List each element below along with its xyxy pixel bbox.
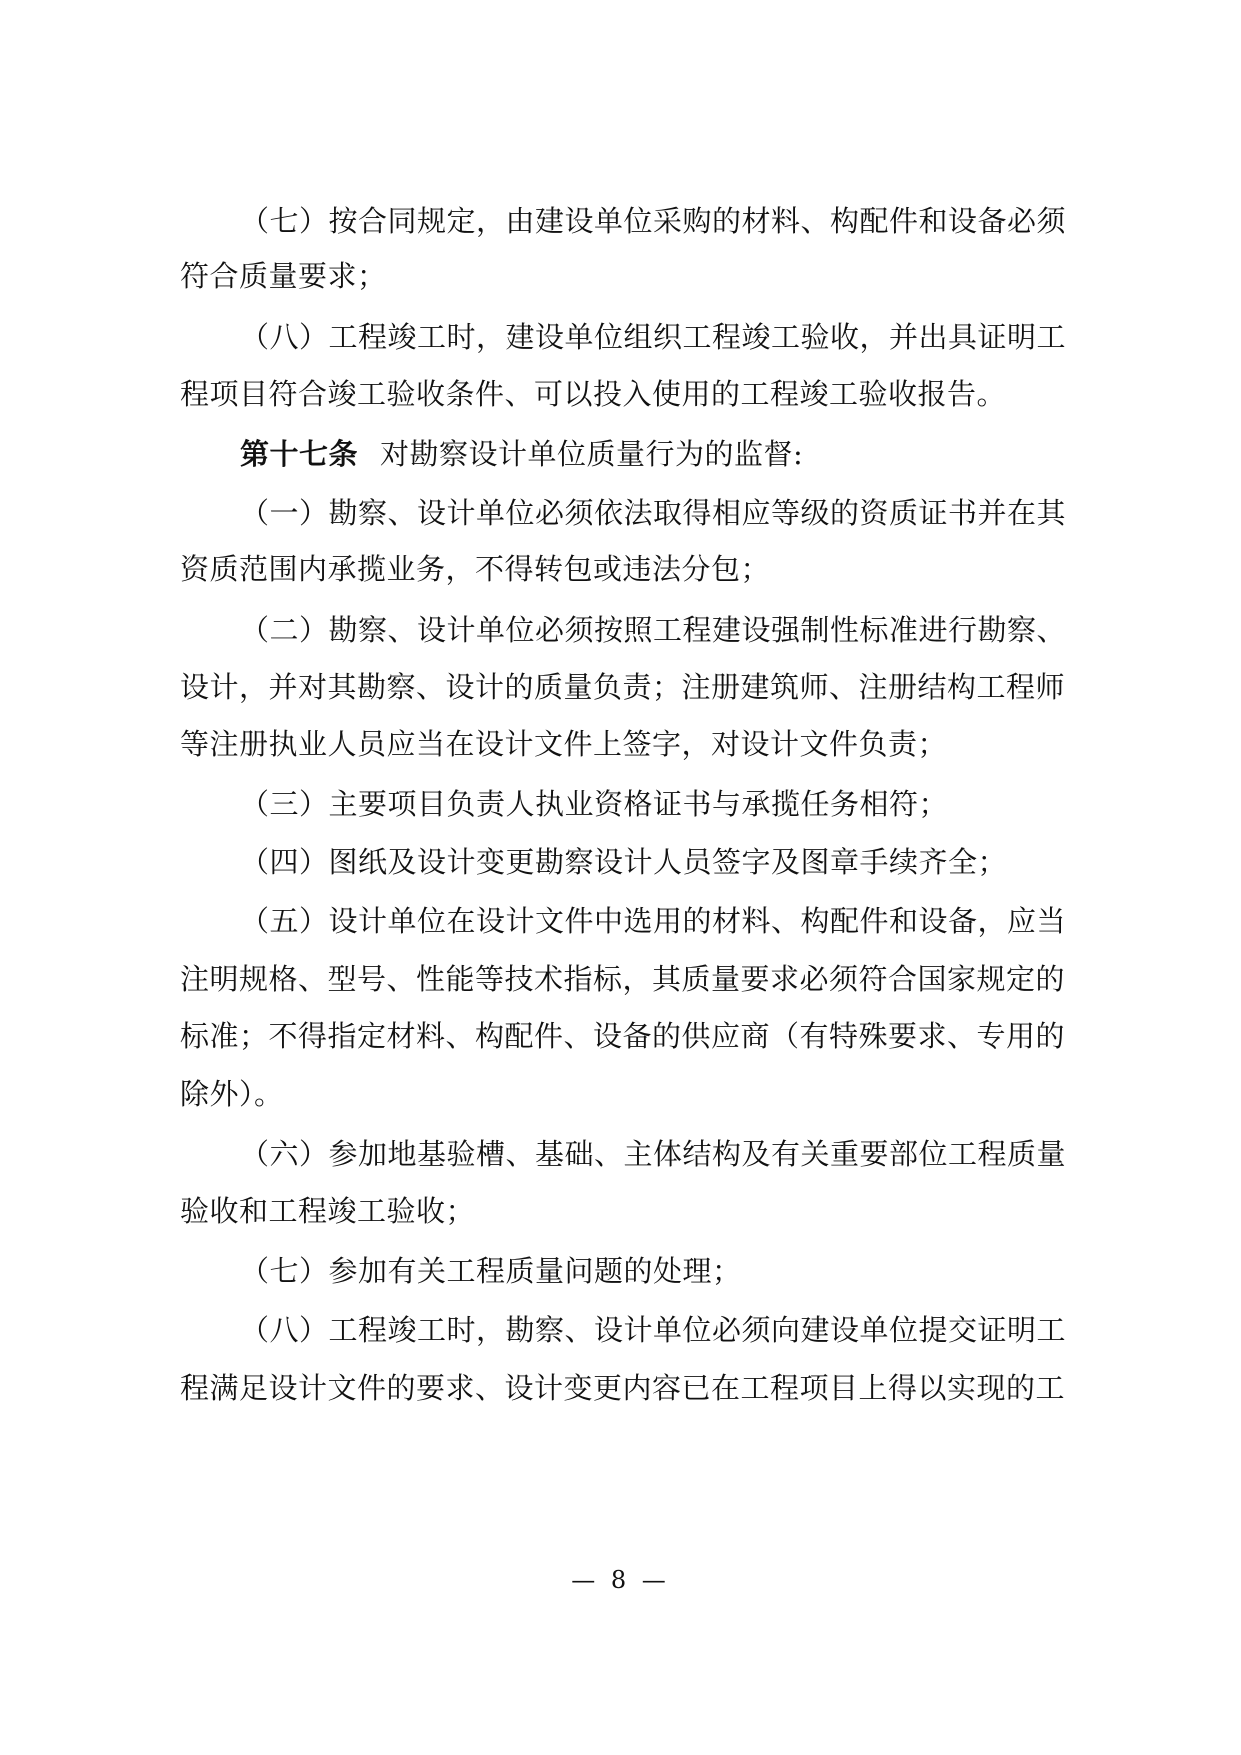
paragraph-line: 注明规格、型号、性能等技术指标，其质量要求必须符合国家规定的 xyxy=(180,962,1066,996)
article-heading-line xyxy=(240,430,1064,478)
paragraph-line: （七）参加有关工程质量问题的处理； xyxy=(240,1254,742,1288)
article-title: 对勘察设计单位质量行为的监督: xyxy=(380,437,804,471)
paragraph-line: 设计，并对其勘察、设计的质量负责；注册建筑师、注册结构工程师 xyxy=(180,670,1066,704)
paragraph-line: 程项目符合竣工验收条件、可以投入使用的工程竣工验收报告。 xyxy=(180,377,1007,411)
paragraph-line: （六）参加地基验槽、基础、主体结构及有关重要部位工程质量 xyxy=(240,1137,1067,1171)
paragraph-line: 标准；不得指定材料、构配件、设备的供应商（有特殊要求、专用的 xyxy=(180,1019,1066,1053)
paragraph-line: 资质范围内承揽业务，不得转包或违法分包； xyxy=(180,552,771,586)
paragraph-line: （七）按合同规定，由建设单位采购的材料、构配件和设备必须 xyxy=(240,204,1067,238)
page-number: — 8 — xyxy=(571,1566,670,1594)
article-number: 第十七条 xyxy=(240,437,359,471)
paragraph-line: （一）勘察、设计单位必须依法取得相应等级的资质证书并在其 xyxy=(240,496,1067,530)
paragraph-line: 除外）。 xyxy=(180,1077,284,1111)
paragraph-line: （五）设计单位在设计文件中选用的材料、构配件和设备，应当 xyxy=(240,904,1067,938)
paragraph-line: （四）图纸及设计变更勘察设计人员签字及图章手续齐全； xyxy=(240,845,1008,879)
paragraph-line: 程满足设计文件的要求、设计变更内容已在工程项目上得以实现的工 xyxy=(180,1371,1066,1405)
paragraph-line: 符合质量要求； xyxy=(180,259,387,293)
paragraph-line: （八）工程竣工时，建设单位组织工程竣工验收，并出具证明工 xyxy=(240,320,1067,354)
paragraph-line: 验收和工程竣工验收； xyxy=(180,1194,476,1228)
paragraph-line: （二）勘察、设计单位必须按照工程建设强制性标准进行勘察、 xyxy=(240,613,1067,647)
paragraph-line: 等注册执业人员应当在设计文件上签字，对设计文件负责； xyxy=(180,727,948,761)
paragraph-line: （八）工程竣工时，勘察、设计单位必须向建设单位提交证明工 xyxy=(240,1313,1067,1347)
paragraph-line: （三）主要项目负责人执业资格证书与承揽任务相符； xyxy=(240,787,949,821)
